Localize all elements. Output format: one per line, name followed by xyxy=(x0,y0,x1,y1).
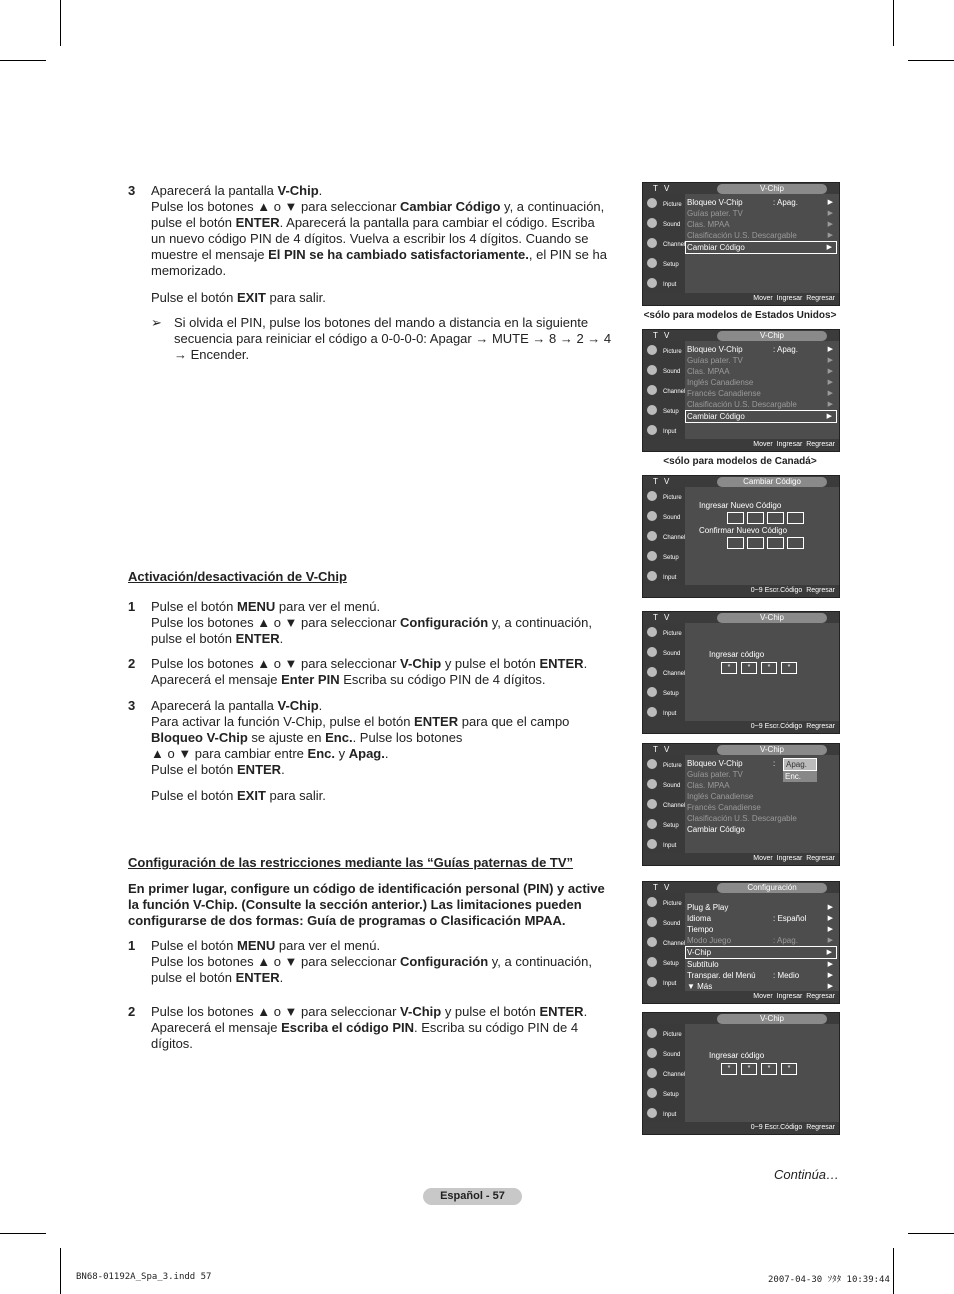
pin-panel xyxy=(687,1051,837,1075)
step-3-text: Aparecerá la pantalla V-Chip. Para activar la función V-Chip, pulse el botón ENTER para que el campo Bloqueo V-Chip se ajuste en Enc.. Pulse los botones ▲ o ▼ para cambiar entre Enc. y Apag.. Pulse el botón ENTER. xyxy=(151,698,570,777)
sidebar-item-sound[interactable]: Sound xyxy=(643,507,685,527)
input-icon xyxy=(647,278,657,288)
menu-item[interactable]: Guías pater. TV xyxy=(687,770,743,779)
input-icon xyxy=(647,571,657,581)
sidebar-item-channel[interactable]: Channel xyxy=(643,933,685,953)
tv-bottom-bar: Mover Ingresar Regresar xyxy=(643,991,839,1003)
change-code-panel xyxy=(687,501,837,549)
step-3a-text: Aparecerá la pantalla V-Chip. Pulse los botones ▲ o ▼ para seleccionar Cambiar Código y, a continuación, pulse el botón ENTER. Aparecerá la pantalla para cambiar el código. Escriba un nuevo código PIN de 4 dígitos. Vuelva a escribir los 4 dígitos. Cuando se muestre el mensaje El PIN se ha cambiado satisfactoriamente., el PIN se ha memorizado. xyxy=(151,183,607,278)
menu-item[interactable]: Plug & Play ▶ xyxy=(687,903,833,912)
sidebar-item-sound[interactable]: Sound xyxy=(643,913,685,933)
sidebar-item-input[interactable]: Input xyxy=(643,703,685,723)
crop-mark xyxy=(0,1233,46,1234)
confirm-code-boxes[interactable] xyxy=(727,537,837,549)
setup-icon xyxy=(647,551,657,561)
step-2-text: Pulse los botones ▲ o ▼ para seleccionar V-Chip y pulse el botón ENTER. Aparecerá el mensaje Enter PIN Escriba su código PIN de 4 dígitos. xyxy=(151,656,588,687)
crop-mark xyxy=(908,60,954,61)
sidebar-item-channel[interactable]: Channel xyxy=(643,663,685,683)
menu-item[interactable]: Clasificación U.S. Descargable ▶ xyxy=(687,400,833,409)
sound-icon xyxy=(647,511,657,521)
pin-panel xyxy=(687,650,837,674)
tv-bottom-bar: Mover Ingresar Regresar xyxy=(643,853,839,865)
screen-title: V-Chip xyxy=(717,184,827,194)
menu-item[interactable]: Subtítulo ▶ xyxy=(687,960,833,969)
sound-icon xyxy=(647,365,657,375)
sidebar-item-picture[interactable]: Picture xyxy=(643,755,685,775)
sidebar-item-picture[interactable]: Picture xyxy=(643,341,685,361)
input-icon xyxy=(647,425,657,435)
tv-screen-vchip-canada xyxy=(642,329,840,452)
pin-prompt: Ingresar código xyxy=(709,1051,765,1060)
menu-item[interactable]: Tiempo ▶ xyxy=(687,925,833,934)
picture-icon xyxy=(647,759,657,769)
screen-title: V-Chip xyxy=(717,613,827,623)
menu-item[interactable]: Guías pater. TV ▶ xyxy=(687,209,833,218)
crop-mark xyxy=(60,0,61,46)
sound-icon xyxy=(647,917,657,927)
menu-item[interactable]: Cambiar Código ▶ xyxy=(685,410,837,423)
menu-item[interactable]: Transpar. del Menú : Medio ▶ xyxy=(687,971,833,980)
crop-mark xyxy=(60,1248,61,1294)
sidebar-item-picture[interactable]: Picture xyxy=(643,194,685,214)
sidebar-item-input[interactable]: Input xyxy=(643,1104,685,1124)
input-icon xyxy=(647,977,657,987)
crop-mark xyxy=(908,1233,954,1234)
tv-label: T V xyxy=(653,613,672,622)
menu-item[interactable]: Clasificación U.S. Descargable xyxy=(687,814,797,823)
date-slug: 2007-04-30 ｿﾀﾀ 10:39:44 xyxy=(768,1275,890,1285)
sidebar-item-setup[interactable]: Setup xyxy=(643,815,685,835)
setup-icon xyxy=(647,258,657,268)
menu-item[interactable]: Inglés Canadiense ▶ xyxy=(687,378,833,387)
sound-icon xyxy=(647,1048,657,1058)
pin-boxes[interactable]: * * * * xyxy=(687,662,837,674)
sidebar-item-input[interactable]: Input xyxy=(643,973,685,993)
sidebar-item-input[interactable]: Input xyxy=(643,274,685,294)
input-icon xyxy=(647,1108,657,1118)
step-number: 1 xyxy=(128,938,136,953)
file-slug: BN68-01192A_Spa_3.indd 57 xyxy=(76,1272,212,1282)
note-arrow-icon: ➢ xyxy=(151,315,162,330)
forgot-pin-note: Si olvida el PIN, pulse los botones del mando a distancia en la siguiente secuencia para reiniciar el código a 0-0-0-0: Apagar → MUTE → 8 → 2 → 4 → Encender. xyxy=(174,315,612,362)
menu-item[interactable]: Bloqueo V-Chip : xyxy=(687,759,776,768)
step-number: 1 xyxy=(128,599,136,614)
sidebar-item-sound[interactable]: Sound xyxy=(643,361,685,381)
screen-title: Configuración xyxy=(717,883,827,893)
tv-screen-enter-pin xyxy=(642,611,840,734)
new-code-boxes[interactable] xyxy=(727,512,837,524)
tv-label: T V xyxy=(653,184,672,193)
pin-prompt: Ingresar código xyxy=(709,650,765,659)
page-number: Español - 57 xyxy=(423,1188,522,1205)
sidebar-item-setup[interactable]: Setup xyxy=(643,683,685,703)
sidebar-item-channel[interactable]: Channel xyxy=(643,1064,685,1084)
tv-bottom-bar: Mover Ingresar Regresar xyxy=(643,293,839,305)
sidebar-item-picture[interactable]: Picture xyxy=(643,893,685,913)
sidebar-item-channel[interactable]: Channel xyxy=(643,234,685,254)
menu-item[interactable]: Bloqueo V-Chip : Apag. ▶ xyxy=(687,345,833,354)
channel-icon xyxy=(647,1068,657,1078)
step-number: 2 xyxy=(128,1004,136,1019)
tv-bottom-bar: 0~9 Escr.Código Regresar xyxy=(643,585,839,597)
menu-item[interactable]: Clas. MPAA xyxy=(687,781,730,790)
tv-sidebar xyxy=(643,755,685,853)
sidebar-item-setup[interactable]: Setup xyxy=(643,547,685,567)
picture-icon xyxy=(647,345,657,355)
step-1-text: Pulse el botón MENU para ver el menú. Pulse los botones ▲ o ▼ para seleccionar Configuración y, a continuación, pulse el botón ENTER. xyxy=(151,938,592,985)
sidebar-item-setup[interactable]: Setup xyxy=(643,254,685,274)
tv-screen-change-code xyxy=(642,475,840,598)
sidebar-item-picture[interactable]: Picture xyxy=(643,623,685,643)
menu-item[interactable]: Clas. MPAA ▶ xyxy=(687,220,833,229)
crop-mark xyxy=(893,1248,894,1294)
menu-item[interactable]: ▼ Más ▶ xyxy=(687,982,833,991)
tv-sidebar xyxy=(643,893,685,991)
tv-screen-vchip-lock xyxy=(642,743,840,866)
menu-item[interactable]: Clasificación U.S. Descargable ▶ xyxy=(687,231,833,240)
picture-icon xyxy=(647,491,657,501)
menu-item[interactable]: Clas. MPAA ▶ xyxy=(687,367,833,376)
screen-title: V-Chip xyxy=(717,331,827,341)
confirm-code-label: Confirmar Nuevo Código xyxy=(699,526,788,535)
channel-icon xyxy=(647,799,657,809)
menu-item[interactable]: Cambiar Código xyxy=(687,825,745,834)
menu-list xyxy=(687,344,837,423)
caption-us-models: <sólo para modelos de Estados Unidos> xyxy=(643,310,837,321)
setup-icon xyxy=(647,957,657,967)
tv-bottom-bar: 0~9 Escr.Código Regresar xyxy=(643,721,839,733)
tv-sidebar xyxy=(643,487,685,585)
tv-sidebar xyxy=(643,623,685,721)
tv-sidebar xyxy=(643,341,685,439)
picture-icon xyxy=(647,897,657,907)
sidebar-item-setup[interactable]: Setup xyxy=(643,1084,685,1104)
sidebar-item-picture[interactable]: Picture xyxy=(643,1024,685,1044)
tv-bottom-bar: Mover Ingresar Regresar xyxy=(643,439,839,451)
setup-icon xyxy=(647,687,657,697)
menu-list xyxy=(687,197,837,254)
sidebar-item-channel[interactable]: Channel xyxy=(643,795,685,815)
menu-item[interactable]: Guías pater. TV ▶ xyxy=(687,356,833,365)
setup-icon xyxy=(647,819,657,829)
channel-icon xyxy=(647,667,657,677)
screen-title: V-Chip xyxy=(717,1014,827,1024)
lock-dropdown[interactable]: Apag. Enc. xyxy=(783,758,817,782)
channel-icon xyxy=(647,385,657,395)
menu-item[interactable]: Inglés Canadiense xyxy=(687,792,754,801)
screen-title: V-Chip xyxy=(717,745,827,755)
pin-boxes[interactable]: * * * * xyxy=(687,1063,837,1075)
tv-label: T V xyxy=(653,477,672,486)
menu-item[interactable]: Francés Canadiense ▶ xyxy=(687,389,833,398)
sidebar-item-input[interactable]: Input xyxy=(643,421,685,441)
picture-icon xyxy=(647,627,657,637)
tv-bottom-bar: 0~9 Escr.Código Regresar xyxy=(643,1122,839,1134)
picture-icon xyxy=(647,198,657,208)
menu-item[interactable]: Modo Juego : Apag. ▶ xyxy=(687,936,833,945)
tv-screen-setup xyxy=(642,881,840,1004)
crop-mark xyxy=(893,0,894,46)
intro-paragraph: En primer lugar, configure un código de identificación personal (PIN) y active la función V-Chip. (Consulte la sección anterior.) Las limitaciones pueden configurarse de dos formas: Guía de programas o Clasificación MPAA. xyxy=(128,881,605,928)
menu-item[interactable]: Francés Canadiense xyxy=(687,803,761,812)
tv-label: T V xyxy=(653,745,672,754)
setup-icon xyxy=(647,405,657,415)
sidebar-item-input[interactable]: Input xyxy=(643,835,685,855)
sidebar-item-sound[interactable]: Sound xyxy=(643,1044,685,1064)
menu-list xyxy=(687,902,837,992)
tv-label: T V xyxy=(653,883,672,892)
step-number: 2 xyxy=(128,656,136,671)
sidebar-item-input[interactable]: Input xyxy=(643,567,685,587)
tv-sidebar xyxy=(643,194,685,293)
new-code-label: Ingresar Nuevo Código xyxy=(699,501,782,510)
caption-canada-models: <sólo para modelos de Canadá> xyxy=(663,456,817,467)
sound-icon xyxy=(647,779,657,789)
sidebar-item-picture[interactable]: Picture xyxy=(643,487,685,507)
step-1-text: Pulse el botón MENU para ver el menú. Pulse los botones ▲ o ▼ para seleccionar Configuración y, a continuación, pulse el botón ENTER. xyxy=(151,599,592,646)
continued-label: Continúa… xyxy=(774,1167,840,1182)
tv-label: T V xyxy=(653,331,672,340)
channel-icon xyxy=(647,531,657,541)
tv-sidebar xyxy=(643,1024,685,1122)
exit-instruction: Pulse el botón EXIT para salir. xyxy=(151,290,326,305)
step-2-text: Pulse los botones ▲ o ▼ para seleccionar V-Chip y pulse el botón ENTER. Aparecerá el mensaje Escriba el código PIN. Escriba su código PIN de 4 dígitos. xyxy=(151,1004,588,1051)
crop-mark xyxy=(0,60,46,61)
sound-icon xyxy=(647,647,657,657)
screen-title: Cambiar Código xyxy=(717,477,827,487)
sound-icon xyxy=(647,218,657,228)
channel-icon xyxy=(647,937,657,947)
tv-screen-vchip-us xyxy=(642,182,840,306)
sidebar-item-channel[interactable]: Channel xyxy=(643,527,685,547)
menu-item[interactable]: Cambiar Código ▶ xyxy=(685,241,837,254)
sidebar-item-setup[interactable]: Setup xyxy=(643,401,685,421)
input-icon xyxy=(647,839,657,849)
menu-item[interactable]: V-Chip ▶ xyxy=(685,946,837,959)
sidebar-item-sound[interactable]: Sound xyxy=(643,775,685,795)
step-number: 3 xyxy=(128,698,136,713)
channel-icon xyxy=(647,238,657,248)
menu-list xyxy=(687,758,837,835)
step-number: 3 xyxy=(128,183,136,198)
section-heading-parental-guides: Configuración de las restricciones mediante las “Guías paternas de TV” xyxy=(128,855,574,870)
exit-instruction: Pulse el botón EXIT para salir. xyxy=(151,788,326,803)
setup-icon xyxy=(647,1088,657,1098)
sidebar-item-channel[interactable]: Channel xyxy=(643,381,685,401)
sidebar-item-setup[interactable]: Setup xyxy=(643,953,685,973)
section-heading-vchip-toggle: Activación/desactivación de V-Chip xyxy=(128,569,347,584)
sidebar-item-sound[interactable]: Sound xyxy=(643,214,685,234)
tv-screen-enter-pin-2 xyxy=(642,1012,840,1135)
menu-item[interactable]: Bloqueo V-Chip : Apag. ▶ xyxy=(687,198,833,207)
sidebar-item-sound[interactable]: Sound xyxy=(643,643,685,663)
input-icon xyxy=(647,707,657,717)
menu-item[interactable]: Idioma : Español ▶ xyxy=(687,914,833,923)
picture-icon xyxy=(647,1028,657,1038)
